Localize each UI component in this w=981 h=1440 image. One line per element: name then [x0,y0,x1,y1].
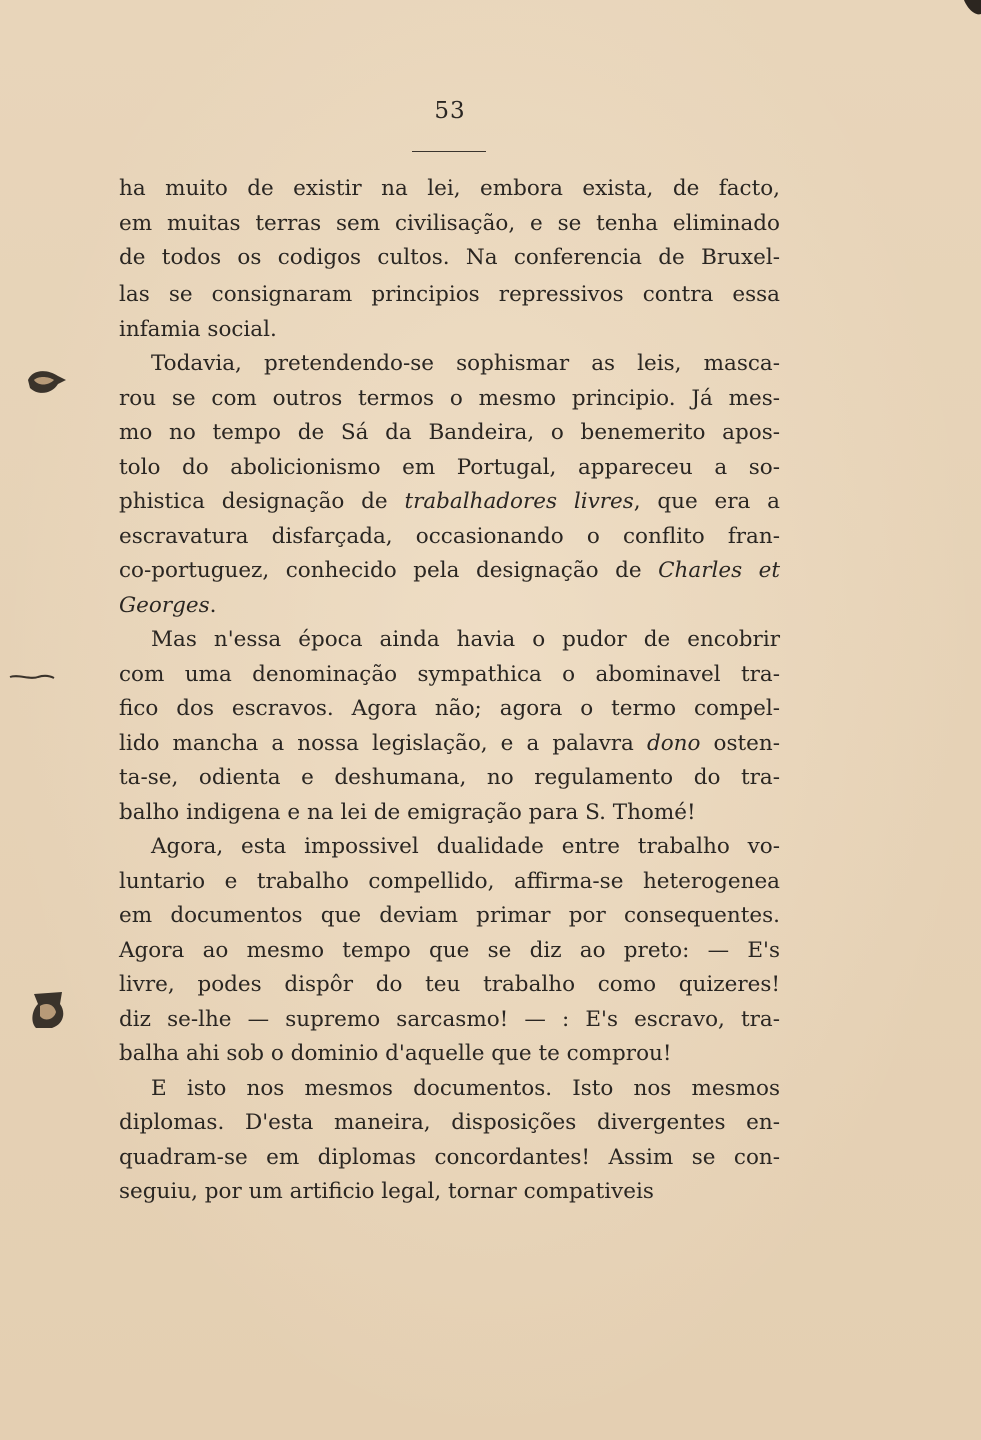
text-segment: Agora, esta impossivel dualidade entre trabalho vo- [151,834,780,859]
text-line [119,1141,780,1176]
text-segment: E isto nos mesmos documentos. Isto nos mesmos [151,1075,780,1101]
text-segment: seguiu, por um artificio legal, tornar compativeis [119,1179,654,1204]
text-line [119,207,780,242]
margin-mark [8,668,56,680]
text-line [119,172,780,207]
text-segment: com uma denominação sympathica o abominavel tra- [119,661,780,687]
text-segment: mo no tempo de Sá da Bandeira, o benemerito apos- [119,420,780,445]
text-segment: diplomas. D'esta maneira, disposições divergentes en- [119,1110,780,1135]
text-line [119,1003,780,1038]
italic-text: dono [646,730,701,756]
text-segment: rou se com outros termos o mesmo principio. Já mes- [119,385,780,411]
text-segment: em documentos que deviam primar por consequentes. [119,903,780,928]
text-segment: livre, podes dispôr do teu trabalho como quizeres! [119,972,780,997]
text-line [119,416,780,451]
punch-hole-icon [22,366,70,400]
text-segment: Agora ao mesmo tempo que se diz ao preto: — E's [119,937,780,963]
text-line [119,968,780,1003]
text-line [119,554,780,589]
header-rule [412,151,486,152]
text-line [119,1037,780,1072]
text-line [119,589,780,624]
text-line [119,830,780,865]
text-line [119,347,780,382]
page-number: 53 [434,98,466,124]
text-line [119,382,780,417]
text-line [119,241,780,276]
text-segment: tolo do abolicionismo em Portugal, appareceu a so- [119,454,780,480]
text-segment: em muitas terras sem civilisação, e se tenha eliminado [119,210,780,236]
text-line [119,1175,780,1210]
text-line [119,727,780,762]
text-line [119,692,780,727]
text-line [119,451,780,486]
text-segment: luntario e trabalho compellido, affirma-se heterogenea [119,868,780,894]
text-line [119,658,780,693]
text-segment: balha ahi sob o dominio d'aquelle que te comprou! [119,1041,672,1066]
text-line [119,1106,780,1141]
text-segment: ha muito de existir na lei, embora exista, de facto, [119,176,780,201]
text-line [119,313,780,348]
text-segment: diz se-lhe — supremo sarcasmo! — : E's escravo, tra- [119,1006,780,1032]
text-line [119,934,780,969]
corner-stain [956,0,981,18]
text-segment: , que era a [633,489,781,514]
italic-text: Charles et [658,558,780,583]
text-segment: balho indigena e na lei de emigração para S. Thomé! [119,799,696,825]
text-segment: quadram-se em diplomas concordantes! Assim se con- [119,1144,780,1170]
italic-text: trabalhadores livres [404,489,634,514]
text-line [119,865,780,900]
text-line [119,520,780,555]
text-line [119,1072,780,1107]
text-segment: Mas n'essa época ainda havia o pudor de encobrir [151,627,780,652]
punch-hole-icon [24,988,72,1032]
text-segment: fico dos escravos. Agora não; agora o termo compel- [119,696,780,721]
text-line [119,761,780,796]
text-line [119,899,780,934]
text-segment: phistica designação de [119,489,405,514]
text-segment: co-portuguez, conhecido pela designação de [119,558,659,583]
text-segment: . [209,592,217,618]
text-segment: infamia social. [119,316,277,342]
text-segment: lido mancha a nossa legislação, e a palavra [119,730,647,756]
text-line [119,796,780,831]
text-segment: de todos os codigos cultos. Na conferencia de Bruxel- [119,245,780,270]
text-segment: las se consignaram principios repressivos contra essa [119,281,780,307]
text-segment: ta-se, odienta e deshumana, no regulamento do tra- [119,765,780,790]
text-segment: osten- [700,730,780,756]
text-segment: escravatura disfarçada, occasionando o conflito fran- [119,523,780,549]
italic-text: Georges [119,592,210,618]
text-line [119,276,780,313]
text-line [119,623,780,658]
body-text [119,172,780,1210]
text-segment: Todavia, pretendendo-se sophismar as leis, masca- [151,351,780,376]
text-line [119,485,780,520]
